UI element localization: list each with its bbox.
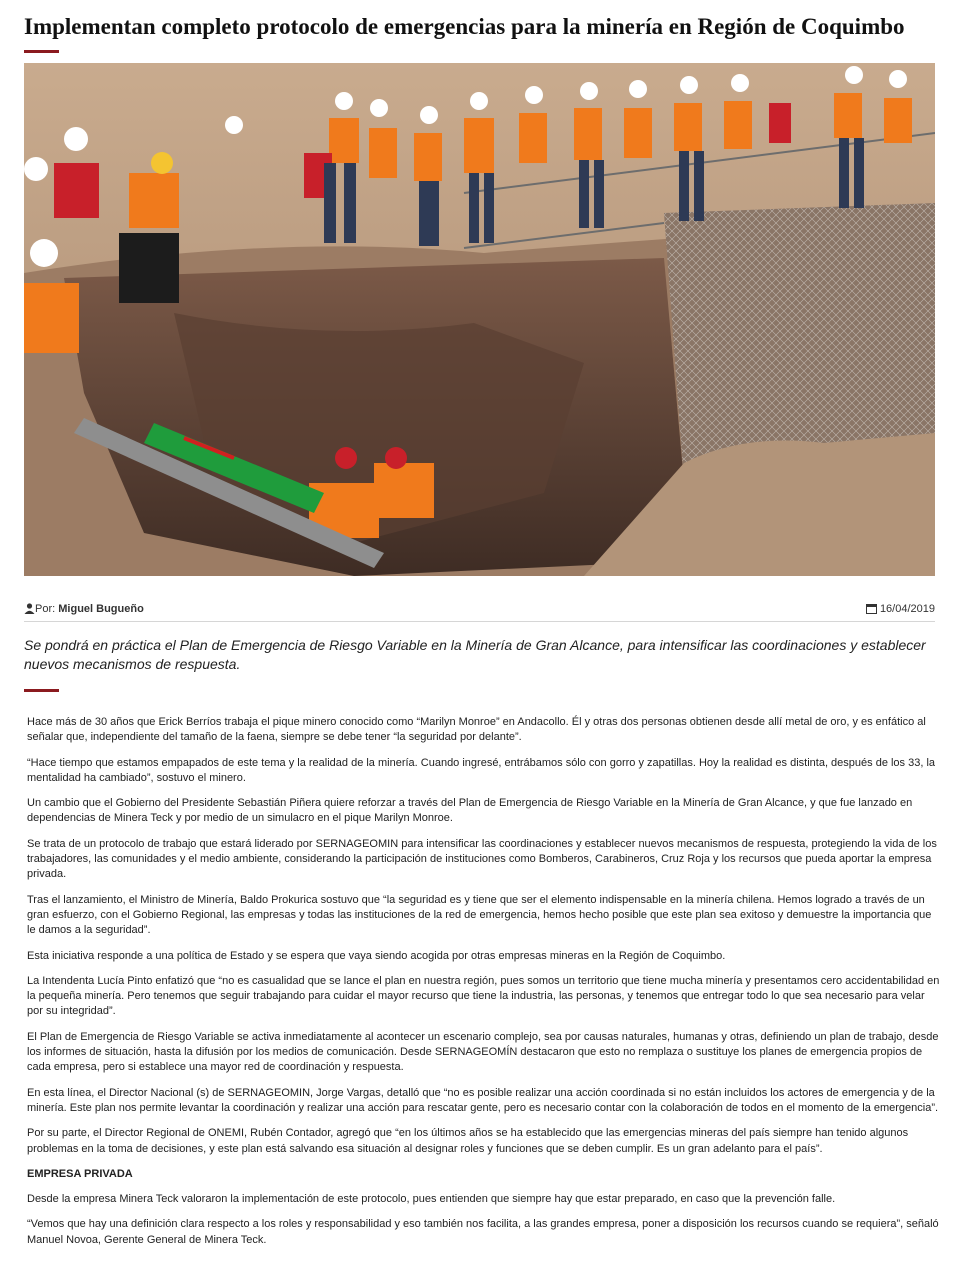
body-paragraph: “Hace tiempo que estamos empapados de este tema y la realidad de la minería. Cuando ingresé, entrábamos sólo con gorro y zapatillas. Hoy la realidad es distinta, después de los 33, la mentalidad ha cambiado”, sostuvo el minero. [27,756,936,784]
body-paragraph: Desde la empresa Minera Teck valoraron la implementación de este protocolo, pues entienden que siempre hay que estar preparado, en caso que la prevención falle. [27,1193,836,1206]
body-paragraph: Por su parte, el Director Regional de ONEMI, Rubén Contador, agregó que “en los últimos años se ha establecido que las emergencias mineras del país siempre han tenido algunos problemas en la toma de decisiones, y este plan está salvando esa situación al designar roles y funciones que se deben cumplir. Es un gran adelanto para el país”. [27,1127,909,1155]
meta-divider [24,621,935,622]
body-paragraph: Un cambio que el Gobierno del Presidente Sebastián Piñera quiere reforzar a través del Plan de Emergencia de Riesgo Variable en la Minería de Gran Alcance, y que fue lanzado en dependencias de Minera Teck y por medio de un simulacro en el pique Marilyn Monroe. [27,797,913,825]
section-subheading: EMPRESA PRIVADA [27,1167,133,1180]
article-meta [24,601,935,619]
article-body [27,715,942,1258]
article-photo [24,63,935,576]
body-paragraph: “Vemos que hay una definición clara respecto a los roles y responsabilidad y eso también nos facilita, a las grandes empresa, poner a disposición los recursos cuando se requiera”, señaló Manuel Novoa, Gerente General de Minera Teck. [27,1218,939,1246]
author-prefix: Por: [35,603,56,615]
publish-date [866,603,935,617]
body-paragraph: Se trata de un protocolo de trabajo que estará liderado por SERNAGEOMIN para intensificar las coordinaciones y establecer nuevos mecanismos de respuesta, protegiendo la vida de los trabajadores, las comunidades y el medio ambiente, considerando la participación de instituciones como Bomberos, Carabineros, Cruz Roja y los recursos que pueda aportar la empresa privada. [27,837,937,881]
body-paragraph: La Intendenta Lucía Pinto enfatizó que “no es casualidad que se lance el plan en nuestra región, pues somos un territorio que tiene mucha minería y presentamos cero accidentabilidad en la pequeña minería. Pero tenemos que seguir trabajando para cuidar el mayor recurso que tiene la industria, las personas, y tenemos que entregar todo lo que sea necesario para velar por su integridad”. [27,974,940,1018]
body-paragraph: Tras el lanzamiento, el Ministro de Minería, Baldo Prokurica sostuvo que “la seguridad es y tiene que ser el elemento indispensable en la minería chilena. Hemos logrado a través de un gran esfuerzo, con el Gobierno Regional, las empresas y todas las instituciones de la red de emergencia, hemos hecho posible que este plan sea exitoso y demuestre la importancia que le damos a la seguridad”. [27,893,932,937]
body-paragraph: El Plan de Emergencia de Riesgo Variable se activa inmediatamente al acontecer un escenario complejo, sea por causas naturales, humanas y otras, definiendo un plan de trabajo, desde los informes de situación, hasta la difusión por los medios de comunicación. Desde SERNAGEOMÍN destacaron que esto no remplaza o sustituye los planes de emergencia propios de cada empresa, pero si establece una mayor red de coordinación y respuesta. [27,1030,939,1074]
date-value: 16/04/2019 [879,603,935,615]
author-name: Miguel Bugueño [58,603,144,615]
article-lead: Se pondrá en práctica el Plan de Emergencia de Riesgo Variable en la Minería de Gran Alcance, para intensificar las coordinaciones y establecer nuevos mecanismos de respuesta. [24,637,926,672]
author-byline [24,603,144,617]
lead-accent-rule [24,689,59,692]
article-title: Implementan completo protocolo de emergencias para la minería en Región de Coquimbo [24,14,905,39]
person-icon [24,603,35,617]
body-paragraph: Hace más de 30 años que Erick Berríos trabaja el pique minero conocido como “Marilyn Monroe” en Andacollo. Él y otras dos personas obtienen desde allí metal de oro, y es enfático al señalar que, independiente del tamaño de la faena, siempre se debe tener “la seguridad por delante”. [27,716,926,744]
body-paragraph: En esta línea, el Director Nacional (s) de SERNAGEOMIN, Jorge Vargas, detalló que “no es posible realizar una acción coordinada si no están incluidos los actores de emergencia y de la minería. Este plan nos permite levantar la coordinación y realizar una acción para rescatar gente, pero es necesario contar con la colaboración de todos en el momento de la emergencia”. [27,1086,939,1114]
calendar-icon [866,603,877,617]
body-paragraph: Esta iniciativa responde a una política de Estado y se espera que vaya siendo acogida por otras empresas mineras en la Región de Coquimbo. [27,949,726,962]
title-accent-rule [24,50,59,53]
